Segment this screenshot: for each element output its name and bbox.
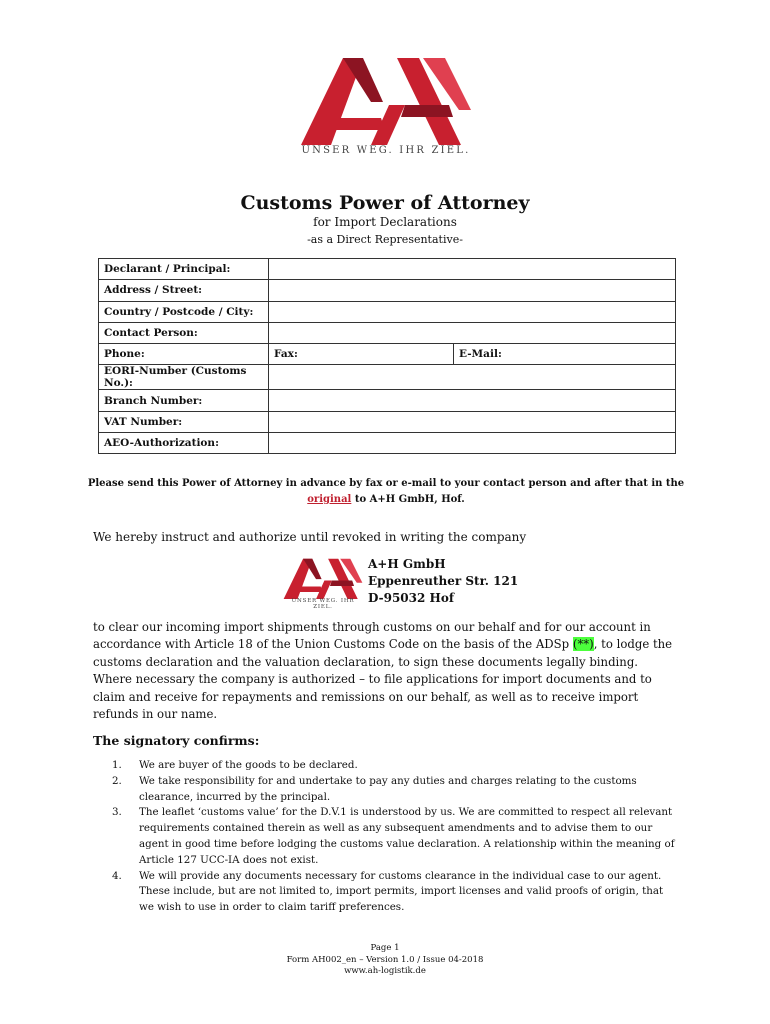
notice-original: original bbox=[307, 494, 352, 505]
list-item-number: 2. bbox=[112, 774, 122, 787]
company-city: D-95032 Hof bbox=[368, 591, 455, 605]
vat-label: VAT Number: bbox=[99, 411, 269, 432]
notice-line1: Please send this Power of Attorney in advance by fax or e-mail to your contact person and after that in the bbox=[87, 478, 685, 489]
page-footer bbox=[0, 943, 770, 978]
declarant-field[interactable] bbox=[269, 259, 676, 280]
aeo-field[interactable] bbox=[269, 433, 676, 454]
confirms-heading: The signatory confirms: bbox=[93, 733, 260, 748]
list-item-text: We take responsibility for and undertake to pay any duties and charges relating to the customs clearance, incurred by the principal. bbox=[139, 774, 637, 803]
branch-label: Branch Number: bbox=[99, 390, 269, 411]
list-item bbox=[112, 774, 677, 806]
confirms-list bbox=[112, 758, 677, 916]
address-field[interactable] bbox=[269, 280, 676, 301]
contact-field[interactable] bbox=[269, 322, 676, 343]
country-field[interactable] bbox=[269, 301, 676, 322]
list-item-number: 3. bbox=[112, 806, 122, 819]
send-notice bbox=[80, 476, 692, 508]
company-logo bbox=[301, 50, 471, 160]
email-field[interactable] bbox=[454, 344, 676, 365]
list-item-text: The leaflet ‘customs value’ for the D.V.1 is understood by us. We are committed to respect all relevant requirements contained therein as well as any subsequent amendments and to advise them to our agent in good time before lodging the customs value declaration. A relationship within the meaning of Article 127 UCC-IA does not exist. bbox=[139, 806, 675, 866]
adsp-footnote-mark: (**) bbox=[572, 637, 594, 652]
authorization-paragraph bbox=[93, 619, 678, 723]
fax-label: Fax: bbox=[274, 348, 298, 361]
instruct-text: We hereby instruct and authorize until revoked in writing the company bbox=[93, 530, 527, 544]
list-item bbox=[112, 869, 677, 916]
list-item-number: 4. bbox=[112, 869, 122, 882]
phone-label: Phone: bbox=[104, 348, 145, 361]
logo-tagline-small: UNSER WEG. IHR ZIEL. bbox=[291, 598, 355, 610]
company-address bbox=[368, 556, 518, 607]
page-title: Customs Power of Attorney bbox=[240, 192, 530, 214]
body-part1: to clear our incoming import shipments through customs on our behalf and for our account in accordance with Article 18 of the Union Customs Code on the basis of the ADSp bbox=[93, 620, 651, 652]
body-part2: , to lodge the customs declaration and the valuation declaration, to sign these documents legally binding. Where necessary the company is authorized – to file applications for import documents and to claim and receive for repayments and remissions on our behalf, as well as to receive import refunds in our name. bbox=[93, 637, 673, 722]
eori-field[interactable] bbox=[269, 365, 676, 390]
company-name: A+H GmbH bbox=[368, 557, 446, 571]
phone-field[interactable] bbox=[99, 344, 269, 365]
eori-label: EORI-Number (Customs No.): bbox=[99, 365, 269, 390]
country-label: Country / Postcode / City: bbox=[99, 301, 269, 322]
fax-field[interactable] bbox=[269, 344, 454, 365]
principal-form bbox=[98, 258, 676, 454]
address-label: Address / Street: bbox=[99, 280, 269, 301]
aeo-label: AEO-Authorization: bbox=[99, 433, 269, 454]
page-subtitle: for Import Declarations bbox=[313, 215, 457, 229]
list-item-number: 1. bbox=[112, 759, 122, 771]
notice-line2: to A+H GmbH, Hof. bbox=[351, 494, 465, 505]
contact-label: Contact Person: bbox=[99, 322, 269, 343]
list-item-text: We will provide any documents necessary for customs clearance in the individual case to our agent. These include, but are not limited to, import permits, import licenses and valid proofs of origin, that we wish to use in order to claim tariff preferences. bbox=[139, 869, 664, 914]
list-item bbox=[112, 805, 677, 868]
declarant-label: Declarant / Principal: bbox=[99, 259, 269, 280]
list-item bbox=[112, 758, 677, 774]
form-version: Form AH002_en – Version 1.0 / Issue 04-2018 bbox=[286, 954, 484, 965]
vat-field[interactable] bbox=[269, 411, 676, 432]
website-link[interactable]: www.ah-logistik.de bbox=[344, 966, 426, 976]
page-number: Page 1 bbox=[370, 943, 400, 953]
company-street: Eppenreuther Str. 121 bbox=[368, 574, 519, 588]
email-label: E-Mail: bbox=[459, 348, 502, 361]
list-item-text: We are buyer of the goods to be declared. bbox=[139, 759, 358, 771]
branch-field[interactable] bbox=[269, 390, 676, 411]
logo-tagline: UNSER WEG. IHR ZIEL. bbox=[301, 145, 471, 156]
page-subtitle-representative: -as a Direct Representative- bbox=[307, 233, 463, 246]
